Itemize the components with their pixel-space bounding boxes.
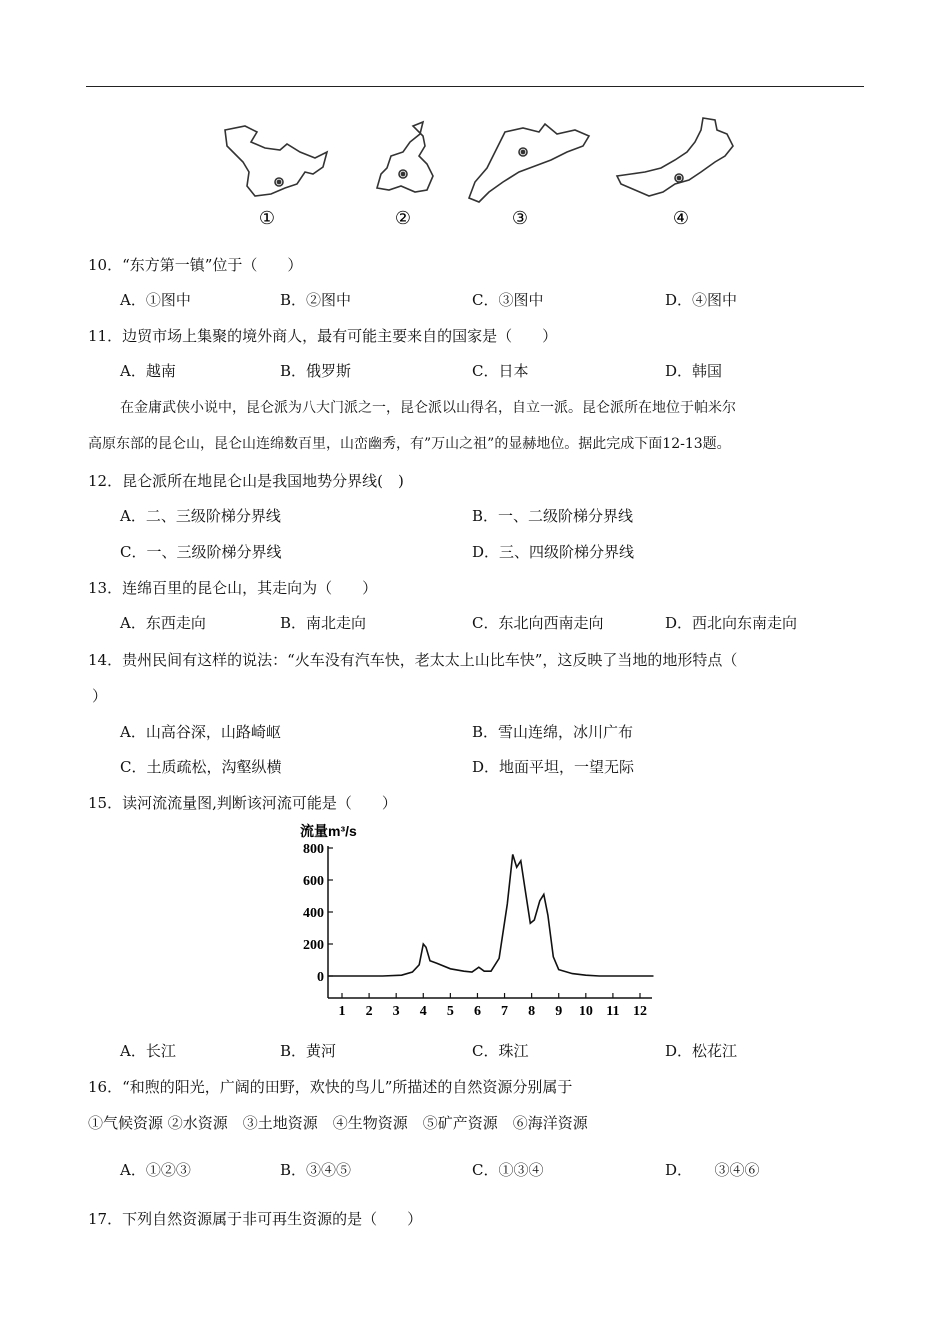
q12-option-c[interactable]: C．一、三级阶梯分界线 [120,543,282,561]
q12-option-d[interactable]: D．三、四级阶梯分界线 [472,543,635,561]
x-tick-label-11: 11 [606,1004,620,1018]
q10-option-c[interactable]: C．③图中 [472,291,544,309]
question-14-stem-line-2: ） [92,687,108,705]
y-tick-label-400: 400 [303,906,324,921]
question-10-stem: 10．“东方第一镇”位于（ ） [88,256,303,274]
q16-option-d[interactable]: D． ③④⑥ [665,1161,760,1179]
header-rule [86,86,864,87]
y-tick-label-600: 600 [303,874,324,889]
x-tick-label-6: 6 [473,1004,481,1018]
q15-option-a[interactable]: A．长江 [120,1042,176,1060]
y-tick-label-0: 0 [317,970,324,985]
question-12-stem: 12．昆仑派所在地昆仑山是我国地势分界线( ) [88,472,404,490]
q14-option-b[interactable]: B．雪山连绵，冰川广布 [472,723,634,741]
x-tick-label-5: 5 [446,1004,454,1018]
x-tick-label-12: 12 [633,1004,647,1018]
q16-resource-list: ①气候资源 ②水资源 ③土地资源 ④生物资源 ⑤矿产资源 ⑥海洋资源 [88,1114,588,1132]
q14-option-c[interactable]: C．土质疏松，沟壑纵横 [120,758,282,776]
map-1-outline [225,126,327,196]
x-tick-label-3: 3 [392,1004,400,1018]
passage-line-1: 在金庸武侠小说中，昆仑派为八大门派之一，昆仑派以山得名，自立一派。昆仑派所在地位于帕米尔 [120,400,736,416]
x-tick-label-9: 9 [555,1004,563,1018]
q13-option-a[interactable]: A．东西走向 [120,614,206,632]
x-tick-label-4: 4 [419,1004,427,1018]
q15-option-b[interactable]: B．黄河 [280,1042,337,1060]
map-label-4: ④ [672,208,690,229]
q16-option-b[interactable]: B．③④⑤ [280,1161,352,1179]
q15-option-c[interactable]: C．珠江 [472,1042,529,1060]
q12-option-b[interactable]: B．一、二级阶梯分界线 [472,507,634,525]
x-tick-label-10: 10 [578,1004,593,1018]
map-4-outline [617,118,733,196]
x-tick-label-8: 8 [528,1004,536,1018]
question-11-stem: 11．边贸市场上集聚的境外商人，最有可能主要来自的国家是（ ） [88,327,558,345]
map-2-outline [377,122,433,192]
x-tick-label-7: 7 [501,1004,509,1018]
x-tick-label-2: 2 [365,1004,373,1018]
river-flow-chart [292,818,662,1018]
map-3-outline [469,124,589,202]
map-label-3: ③ [511,208,529,229]
map-label-2: ② [394,208,412,229]
q16-option-c[interactable]: C．①③④ [472,1161,544,1179]
y-tick-label-200: 200 [303,938,324,953]
q11-option-a[interactable]: A．越南 [120,362,176,380]
q11-option-d[interactable]: D．韩国 [665,362,723,380]
q14-option-d[interactable]: D．地面平坦，一望无际 [472,758,635,776]
q10-option-b[interactable]: B．②图中 [280,291,352,309]
question-17-stem: 17．下列自然资源属于非可再生资源的是（ ） [88,1210,423,1228]
q13-option-b[interactable]: B．南北走向 [280,614,367,632]
province-maps-figure [205,112,745,230]
q10-option-a[interactable]: A．①图中 [120,291,191,309]
q13-option-d[interactable]: D．西北向东南走向 [665,614,798,632]
q16-option-a[interactable]: A．①②③ [120,1161,191,1179]
flow-series-line [329,854,654,976]
q11-option-c[interactable]: C．日本 [472,362,529,380]
q10-option-d[interactable]: D．④图中 [665,291,738,309]
question-16-stem: 16．“和煦的阳光，广阔的田野，欢快的鸟儿”所描述的自然资源分别属于 [88,1078,573,1096]
map-label-1: ① [258,208,276,229]
q12-option-a[interactable]: A．二、三级阶梯分界线 [120,507,281,525]
x-tick-label-1: 1 [338,1004,346,1018]
question-13-stem: 13．连绵百里的昆仑山，其走向为（ ） [88,579,378,597]
q11-option-b[interactable]: B．俄罗斯 [280,362,352,380]
chart-ylabel: 流量m³/s [300,823,357,839]
question-15-stem: 15．读河流流量图,判断该河流可能是（ ） [88,794,397,812]
q13-option-c[interactable]: C．东北向西南走向 [472,614,604,632]
q15-option-d[interactable]: D．松花江 [665,1042,738,1060]
q14-option-a[interactable]: A．山高谷深，山路崎岖 [120,723,281,741]
y-tick-label-800: 800 [303,842,324,857]
question-14-stem-line-1: 14．贵州民间有这样的说法：“火车没有汽车快，老太太上山比车快”，这反映了当地的地形特点（ [88,651,738,669]
passage-line-2: 高原东部的昆仑山，昆仑山连绵数百里，山峦幽秀，有”万山之祖”的显赫地位。据此完成下面12-13题。 [88,436,731,452]
